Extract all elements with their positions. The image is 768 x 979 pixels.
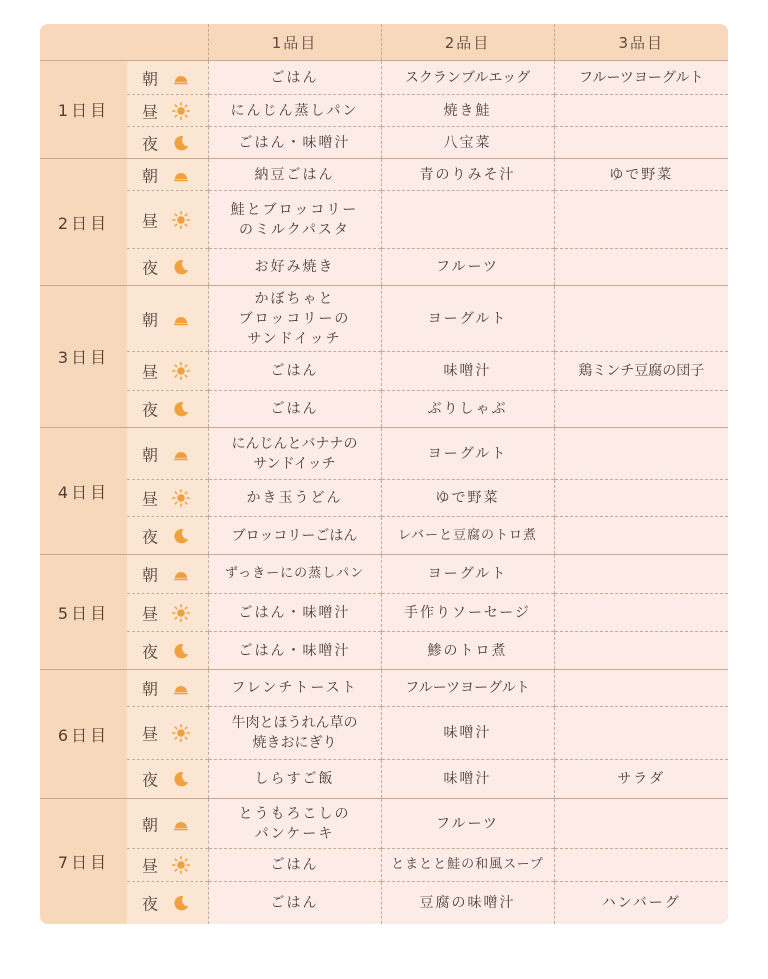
meal-row xyxy=(40,428,728,480)
meal-time-cell xyxy=(127,286,208,352)
dish-2-cell xyxy=(381,352,554,391)
dish-1-cell xyxy=(208,286,381,352)
meal-time-label: 朝 xyxy=(142,69,159,88)
meal-row xyxy=(40,799,728,849)
dish-text: レバーと豆腐のトロ煮 xyxy=(397,527,538,543)
dish-text: ヨーグルト xyxy=(427,310,508,327)
dish-text: 牛肉とほうれん草の xyxy=(231,715,358,731)
header-row xyxy=(40,24,728,61)
dish-1-cell xyxy=(208,159,381,191)
meal-time-label: 夜 xyxy=(142,258,159,278)
moon-icon xyxy=(172,527,190,545)
meal-time-cell xyxy=(127,799,208,849)
meal-time-label: 昼 xyxy=(142,102,159,121)
dish-text: にんじんとバナナの xyxy=(231,435,358,452)
meal-time-label: 昼 xyxy=(142,211,159,230)
dish-text: フルーツ xyxy=(436,259,499,275)
dish-3-cell xyxy=(554,249,728,286)
dish-text: 焼き鮭 xyxy=(443,102,492,119)
dish-text: 鯵のトロ煮 xyxy=(427,642,508,659)
dish-text: ごはん xyxy=(270,363,319,379)
meal-time-label: 夜 xyxy=(142,400,159,420)
dish-text: かき玉うどん xyxy=(246,490,343,506)
dish-text: 鶏ミンチ豆腐の団子 xyxy=(578,363,705,379)
meal-row xyxy=(40,127,728,159)
dish-1-cell xyxy=(208,760,381,799)
dish-2-cell xyxy=(381,594,554,632)
meal-time-cell xyxy=(127,428,208,480)
meal-time-label: 朝 xyxy=(142,445,159,464)
meal-time-label: 昼 xyxy=(142,604,159,623)
dish-1-cell xyxy=(208,95,381,127)
dish-text: ごはん xyxy=(270,69,319,86)
dish-2-cell xyxy=(381,882,554,924)
dish-text: ごはん・味噌汁 xyxy=(238,604,351,621)
meal-time-cell xyxy=(127,95,208,127)
dish-1-cell xyxy=(208,61,381,95)
dish-text: かぼちゃと xyxy=(254,290,335,307)
dish-text: 八宝菜 xyxy=(443,134,492,151)
dish-1-cell xyxy=(208,555,381,594)
moon-icon xyxy=(172,258,190,276)
meal-time-cell xyxy=(127,391,208,428)
dish-3-cell xyxy=(554,286,728,352)
dish-text: ゆで野菜 xyxy=(435,490,500,506)
dish-1-cell xyxy=(208,632,381,670)
meal-time-cell xyxy=(127,480,208,517)
dish-text: フルーツ xyxy=(436,815,499,832)
meal-row xyxy=(40,882,728,924)
dish-text: ゆで野菜 xyxy=(609,166,674,183)
meal-row xyxy=(40,95,728,127)
dish-text: スクランブルエッグ xyxy=(404,69,531,86)
dish-2-cell xyxy=(381,159,554,191)
meal-time-cell xyxy=(127,707,208,760)
dish-3-cell xyxy=(554,760,728,799)
dish-text: 納豆ごはん xyxy=(254,166,335,183)
dish-text: サラダ xyxy=(617,771,666,787)
dish-3-cell xyxy=(554,480,728,517)
dish-2-cell xyxy=(381,555,554,594)
sunrise-icon xyxy=(172,166,190,184)
dish-1-cell xyxy=(208,352,381,391)
meal-time-label: 夜 xyxy=(142,894,159,914)
header-dish-1: 1品目 xyxy=(208,24,381,61)
dish-text: ブロッコリーごはん xyxy=(231,527,358,544)
day-label: 1日目 xyxy=(40,61,127,159)
dish-3-cell xyxy=(554,352,728,391)
dish-text: フルーツヨーグルト xyxy=(579,69,704,86)
meal-time-label: 夜 xyxy=(142,527,159,546)
meal-time-cell xyxy=(127,760,208,799)
dish-2-cell xyxy=(381,428,554,480)
day-label: 3日目 xyxy=(40,286,127,428)
meal-time-cell xyxy=(127,670,208,707)
dish-text: ぶりしゃぶ xyxy=(427,401,508,417)
dish-2-cell xyxy=(381,517,554,555)
dish-text: ごはん・味噌汁 xyxy=(238,134,351,151)
dish-3-cell xyxy=(554,95,728,127)
sunrise-icon xyxy=(172,445,190,463)
dish-text: ごはん・味噌汁 xyxy=(238,642,351,659)
dish-text: とうもろこしの xyxy=(238,805,351,822)
dish-text: ごはん xyxy=(270,401,319,417)
dish-text: 手作りソーセージ xyxy=(404,604,531,621)
dish-text: フルーツヨーグルト xyxy=(405,680,530,696)
dish-text: しらすご飯 xyxy=(254,771,335,787)
header-corner xyxy=(40,24,208,61)
dish-3-cell xyxy=(554,428,728,480)
dish-text: のミルクパスタ xyxy=(239,221,350,238)
dish-1-cell xyxy=(208,249,381,286)
dish-2-cell xyxy=(381,191,554,249)
sun-icon xyxy=(172,489,190,507)
dish-2-cell xyxy=(381,249,554,286)
dish-text: サンドイッチ xyxy=(253,455,336,472)
sunrise-icon xyxy=(172,565,190,583)
dish-3-cell xyxy=(554,799,728,849)
dish-text: 青のりみそ汁 xyxy=(419,166,516,183)
dish-2-cell xyxy=(381,632,554,670)
day-label: 5日目 xyxy=(40,555,127,670)
meal-time-label: 昼 xyxy=(142,856,159,876)
meal-time-cell xyxy=(127,632,208,670)
dish-1-cell xyxy=(208,707,381,760)
meal-time-label: 夜 xyxy=(142,642,159,661)
day-label: 6日目 xyxy=(40,670,127,799)
moon-icon xyxy=(172,770,190,788)
dish-1-cell xyxy=(208,594,381,632)
dish-text: ごはん xyxy=(270,894,319,911)
dish-1-cell xyxy=(208,799,381,849)
moon-icon xyxy=(172,894,190,912)
meal-time-label: 昼 xyxy=(142,724,159,744)
dish-1-cell xyxy=(208,127,381,159)
meal-time-cell xyxy=(127,849,208,882)
sun-icon xyxy=(172,724,190,742)
dish-2-cell xyxy=(381,760,554,799)
meal-time-cell xyxy=(127,882,208,924)
sun-icon xyxy=(172,362,190,380)
dish-1-cell xyxy=(208,849,381,882)
dish-text: ずっきーにの蒸しパン xyxy=(224,566,365,581)
dish-3-cell xyxy=(554,670,728,707)
meal-time-label: 昼 xyxy=(142,362,159,382)
meal-row xyxy=(40,594,728,632)
dish-3-cell xyxy=(554,632,728,670)
sun-icon xyxy=(172,856,190,874)
meal-time-label: 朝 xyxy=(142,310,159,329)
sun-icon xyxy=(172,102,190,120)
meal-time-cell xyxy=(127,61,208,95)
day-label: 4日目 xyxy=(40,428,127,555)
dish-3-cell xyxy=(554,517,728,555)
dish-2-cell xyxy=(381,127,554,159)
meal-row xyxy=(40,555,728,594)
header-dish-2: 2品目 xyxy=(381,24,554,61)
sunrise-icon xyxy=(172,815,190,833)
dish-text: 焼きおにぎり xyxy=(252,735,337,751)
meal-row xyxy=(40,632,728,670)
meal-row xyxy=(40,849,728,882)
meal-row xyxy=(40,61,728,95)
dish-text: 豆腐の味噌汁 xyxy=(419,894,516,911)
header-dish-3: 3品目 xyxy=(554,24,728,61)
dish-1-cell xyxy=(208,391,381,428)
dish-text: サンドイッチ xyxy=(247,330,342,347)
moon-icon xyxy=(172,134,190,152)
meal-row xyxy=(40,159,728,191)
meal-row xyxy=(40,191,728,249)
dish-text: ヨーグルト xyxy=(427,445,508,462)
meal-row xyxy=(40,286,728,352)
meal-row xyxy=(40,670,728,707)
dish-text: ごはん xyxy=(270,857,319,873)
meal-time-label: 朝 xyxy=(142,815,159,834)
dish-2-cell xyxy=(381,391,554,428)
sunrise-icon xyxy=(172,679,190,697)
meal-row xyxy=(40,249,728,286)
meal-row xyxy=(40,707,728,760)
moon-icon xyxy=(172,642,190,660)
dish-2-cell xyxy=(381,670,554,707)
dish-text: パンケーキ xyxy=(254,825,335,842)
dish-3-cell xyxy=(554,61,728,95)
dish-2-cell xyxy=(381,849,554,882)
dish-3-cell xyxy=(554,594,728,632)
meal-time-cell xyxy=(127,127,208,159)
meal-time-label: 昼 xyxy=(142,489,159,509)
meal-time-cell xyxy=(127,352,208,391)
dish-text: 鮭とブロッコリー xyxy=(230,201,359,218)
dish-3-cell xyxy=(554,159,728,191)
sunrise-icon xyxy=(172,310,190,328)
dish-text: お好み焼き xyxy=(254,259,335,275)
dish-3-cell xyxy=(554,555,728,594)
sun-icon xyxy=(172,604,190,622)
dish-3-cell xyxy=(554,882,728,924)
dish-3-cell xyxy=(554,707,728,760)
moon-icon xyxy=(172,400,190,418)
dish-text: ハンバーグ xyxy=(601,894,681,911)
dish-1-cell xyxy=(208,517,381,555)
meal-time-label: 夜 xyxy=(142,134,159,153)
meal-row xyxy=(40,352,728,391)
dish-2-cell xyxy=(381,95,554,127)
meal-time-cell xyxy=(127,159,208,191)
dish-1-cell xyxy=(208,670,381,707)
meal-time-cell xyxy=(127,191,208,249)
meal-time-label: 朝 xyxy=(142,166,159,185)
menu-body xyxy=(40,61,728,924)
dish-3-cell xyxy=(554,391,728,428)
dish-2-cell xyxy=(381,61,554,95)
dish-3-cell xyxy=(554,191,728,249)
dish-text: 味噌汁 xyxy=(443,363,492,379)
meal-time-label: 朝 xyxy=(142,679,159,699)
dish-2-cell xyxy=(381,286,554,352)
meal-row xyxy=(40,517,728,555)
dish-text: 味噌汁 xyxy=(443,725,492,741)
sunrise-icon xyxy=(172,69,190,87)
dish-3-cell xyxy=(554,849,728,882)
meal-time-cell xyxy=(127,594,208,632)
day-label: 7日目 xyxy=(40,799,127,924)
dish-2-cell xyxy=(381,480,554,517)
meal-row xyxy=(40,480,728,517)
dish-1-cell xyxy=(208,191,381,249)
dish-text: 味噌汁 xyxy=(443,771,492,787)
dish-text: ブロッコリーの xyxy=(238,310,351,327)
dish-1-cell xyxy=(208,480,381,517)
dish-text: とまとと鮭の和風スープ xyxy=(391,857,544,872)
dish-text: フレンチトースト xyxy=(231,680,358,696)
meal-row xyxy=(40,760,728,799)
meal-time-cell xyxy=(127,517,208,555)
weekly-meal-table xyxy=(40,24,728,924)
dish-1-cell xyxy=(208,428,381,480)
dish-text: にんじん蒸しパン xyxy=(230,102,359,119)
meal-time-cell xyxy=(127,249,208,286)
meal-time-cell xyxy=(127,555,208,594)
dish-2-cell xyxy=(381,799,554,849)
dish-1-cell xyxy=(208,882,381,924)
dish-text: ヨーグルト xyxy=(427,566,508,582)
dish-2-cell xyxy=(381,707,554,760)
day-label: 2日目 xyxy=(40,159,127,286)
meal-time-label: 夜 xyxy=(142,770,159,790)
meal-row xyxy=(40,391,728,428)
dish-3-cell xyxy=(554,127,728,159)
sun-icon xyxy=(172,211,190,229)
meal-time-label: 朝 xyxy=(142,565,159,585)
